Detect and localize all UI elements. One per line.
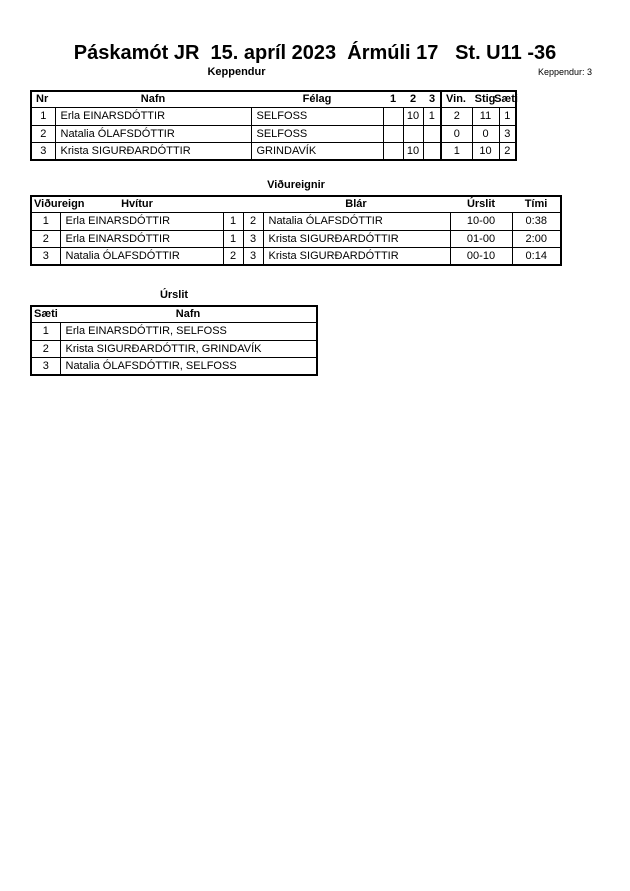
cell-round3	[423, 125, 441, 142]
cell-saeti: 3	[499, 125, 515, 142]
cell-hvitur: Natalia ÓLAFSDÓTTIR	[60, 247, 223, 264]
cell-blar: Krista SIGURÐARDÓTTIR	[263, 230, 450, 247]
cell-urslit: 10-00	[450, 213, 512, 230]
group-divider	[440, 92, 442, 108]
cell-blar-nr: 3	[243, 230, 263, 247]
cell-timi: 0:14	[512, 247, 560, 264]
keppendur-table-header	[32, 92, 518, 108]
cell-stig: 11	[472, 108, 499, 125]
cell-nr: 2	[32, 125, 55, 142]
cell-stig: 10	[472, 142, 499, 159]
cell-hvitur: Erla EINARSDÓTTIR	[60, 213, 223, 230]
cell-saeti: 3	[32, 357, 60, 374]
cell-blar-nr: 2	[243, 213, 263, 230]
cell-blar: Natalia ÓLAFSDÓTTIR	[263, 213, 450, 230]
vidureignir-table	[30, 195, 562, 266]
page-title: Páskamót JR 15. apríl 2023 Ármúli 17 St. U11 -36	[73, 42, 557, 64]
cell-blar-nr: 3	[243, 247, 263, 264]
cell-felag: GRINDAVÍK	[251, 142, 383, 159]
competitor-count-label: Keppendur: 3	[538, 67, 593, 77]
cell-nafn: Natalia ÓLAFSDÓTTIR	[55, 125, 251, 142]
cell-vin: 2	[441, 108, 472, 125]
keppendur-caption: Keppendur	[207, 66, 266, 78]
cell-blar: Krista SIGURÐARDÓTTIR	[263, 247, 450, 264]
col-header-round3: 3	[428, 93, 436, 105]
col-header-vidureign: Viðureign	[34, 198, 85, 210]
col-header-saeti: Sæti	[34, 308, 58, 320]
cell-bout-nr: 2	[32, 230, 60, 247]
urslit-table	[30, 305, 318, 376]
cell-nafn: Krista SIGURÐARDÓTTIR, GRINDAVÍK	[60, 340, 316, 357]
cell-saeti: 1	[499, 108, 515, 125]
cell-nafn: Krista SIGURÐARDÓTTIR	[55, 142, 251, 159]
col-header-vin: Vin.	[446, 93, 466, 105]
cell-saeti: 2	[499, 142, 515, 159]
cell-vin: 1	[441, 142, 472, 159]
cell-round1	[383, 125, 403, 142]
table-row	[32, 213, 560, 230]
cell-hvitur: Erla EINARSDÓTTIR	[60, 230, 223, 247]
cell-round1	[383, 142, 403, 159]
table-row	[32, 247, 560, 264]
col-header-nafn: Nafn	[140, 93, 166, 105]
vidureignir-grid	[32, 213, 560, 264]
table-row	[32, 108, 515, 125]
cell-round1	[383, 108, 403, 125]
urslit-table-header	[32, 307, 316, 323]
table-row	[32, 142, 515, 159]
col-header-felag: Félag	[302, 93, 332, 105]
cell-nr: 1	[32, 108, 55, 125]
table-row	[32, 323, 316, 340]
cell-saeti: 2	[32, 340, 60, 357]
keppendur-grid	[32, 108, 515, 159]
col-header-round2: 2	[409, 93, 417, 105]
table-row	[32, 340, 316, 357]
cell-stig: 0	[472, 125, 499, 142]
cell-timi: 0:38	[512, 213, 560, 230]
cell-hvitur-nr: 2	[223, 247, 243, 264]
col-header-nr: Nr	[36, 93, 49, 105]
cell-nr: 3	[32, 142, 55, 159]
cell-round2: 10	[403, 108, 423, 125]
cell-nafn: Erla EINARSDÓTTIR	[55, 108, 251, 125]
cell-felag: SELFOSS	[251, 108, 383, 125]
cell-round3: 1	[423, 108, 441, 125]
cell-nafn: Erla EINARSDÓTTIR, SELFOSS	[60, 323, 316, 340]
cell-bout-nr: 3	[32, 247, 60, 264]
cell-urslit: 00-10	[450, 247, 512, 264]
vidureignir-table-header	[32, 197, 560, 213]
col-header-blar: Blár	[345, 198, 367, 210]
cell-nafn: Natalia ÓLAFSDÓTTIR, SELFOSS	[60, 357, 316, 374]
cell-round2	[403, 125, 423, 142]
table-row	[32, 230, 560, 247]
urslit-caption: Úrslit	[159, 289, 189, 301]
table-row	[32, 125, 515, 142]
vidureignir-caption: Viðureignir	[267, 179, 325, 191]
cell-timi: 2:00	[512, 230, 560, 247]
table-row	[32, 357, 316, 374]
col-header-timi: Tími	[524, 198, 548, 210]
cell-urslit: 01-00	[450, 230, 512, 247]
keppendur-table	[30, 90, 517, 161]
cell-felag: SELFOSS	[251, 125, 383, 142]
cell-saeti: 1	[32, 323, 60, 340]
cell-round2: 10	[403, 142, 423, 159]
col-header-round1: 1	[389, 93, 397, 105]
cell-bout-nr: 1	[32, 213, 60, 230]
col-header-hvitur: Hvítur	[121, 198, 153, 210]
col-header-saeti: Sæti	[494, 93, 518, 105]
col-header-stig: Stig	[474, 93, 496, 105]
urslit-grid	[32, 323, 316, 374]
cell-vin: 0	[441, 125, 472, 142]
col-header-nafn: Nafn	[175, 308, 201, 320]
col-header-urslit: Úrslit	[466, 198, 496, 210]
cell-hvitur-nr: 1	[223, 230, 243, 247]
cell-round3	[423, 142, 441, 159]
cell-hvitur-nr: 1	[223, 213, 243, 230]
